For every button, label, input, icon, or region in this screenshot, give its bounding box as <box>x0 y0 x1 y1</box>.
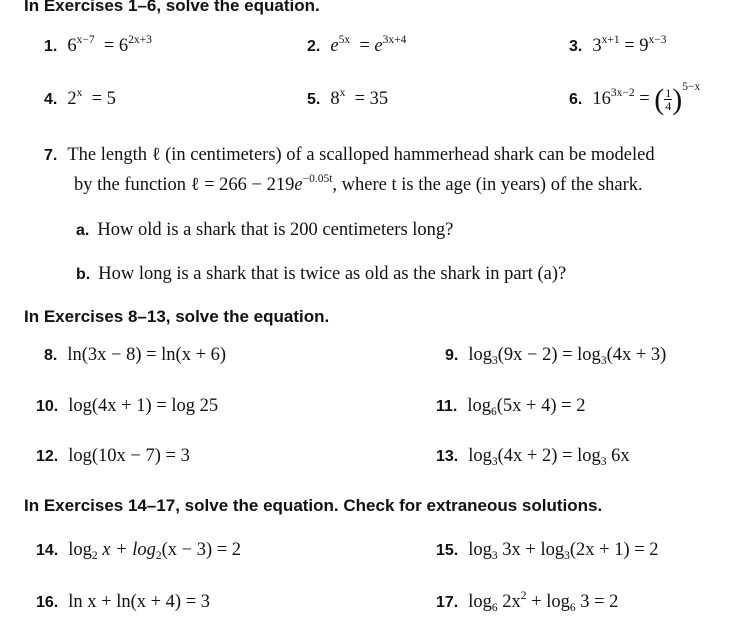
exponent: 3x+4 <box>382 34 407 46</box>
exercise-16 <box>36 590 210 615</box>
exercise-7-line-1 <box>44 143 655 168</box>
log-base: 3 <box>600 456 607 468</box>
exercise-5 <box>307 87 388 112</box>
equation: 3 = 2 <box>575 592 619 612</box>
exercise-14 <box>36 538 241 563</box>
exercise-3 <box>569 34 667 59</box>
part-letter: b. <box>76 266 91 283</box>
equation: 6x <box>606 446 630 466</box>
exercise-number: 2. <box>307 38 321 55</box>
operator: = <box>639 89 650 109</box>
denominator: 4 <box>665 99 672 114</box>
equation: + log <box>526 592 570 612</box>
equation: 2x <box>497 592 521 612</box>
log-base: 3 <box>600 355 607 367</box>
log: log <box>468 540 492 560</box>
exercise-number: 15. <box>436 542 459 559</box>
exercise-10 <box>36 394 218 419</box>
equation: x + log <box>97 540 156 560</box>
equation: (9x − 2) = log <box>497 345 601 365</box>
base: e <box>374 36 383 56</box>
base: 16 <box>592 89 611 109</box>
log-base: 6 <box>491 406 497 418</box>
equation: ln(3x − 8) = ln(x + 6) <box>67 345 227 365</box>
equation: (5x + 4) = 2 <box>496 396 586 416</box>
log: log <box>468 446 492 466</box>
log-base: 2 <box>155 550 162 562</box>
exercise-number: 17. <box>436 594 459 611</box>
section-heading-8-13: In Exercises 8–13, solve the equation. <box>24 307 330 326</box>
section-heading-14-17: In Exercises 14–17, solve the equation. Check for extraneous solutions. <box>24 496 603 515</box>
exercise-11 <box>436 394 585 419</box>
exercise-number: 12. <box>36 448 59 465</box>
left-paren: ( <box>654 82 665 116</box>
exercise-7b <box>76 262 566 287</box>
rhs: = 5 <box>91 89 116 109</box>
exercise-number: 16. <box>36 594 59 611</box>
base: 6 <box>118 36 129 56</box>
section-heading-1-6: In Exercises 1–6, solve the equation. <box>24 0 320 15</box>
operator: = <box>103 36 115 56</box>
rhs: = 35 <box>354 89 389 109</box>
exercise-number: 14. <box>36 542 59 559</box>
exponent: x−3 <box>648 34 667 46</box>
base: 6 <box>67 36 77 56</box>
base: e <box>330 36 339 56</box>
exercise-12 <box>36 444 190 469</box>
exponent: 3x−2 <box>610 87 635 99</box>
exponent: 5−x <box>682 81 701 93</box>
problem-text: , where t is the age (in years) of the shark. <box>332 175 643 195</box>
base: 8 <box>330 89 340 109</box>
exercise-number: 3. <box>569 38 583 55</box>
equation: log(4x + 1) = log 25 <box>68 396 219 416</box>
exercise-8 <box>44 343 226 368</box>
log-base: 6 <box>491 602 498 614</box>
log: log <box>68 540 92 560</box>
log: log <box>468 592 492 612</box>
log: log <box>468 345 492 365</box>
exercise-number: 9. <box>445 347 459 364</box>
exercise-number: 11. <box>436 398 458 415</box>
numerator: 1 <box>665 86 672 101</box>
exercise-15 <box>436 538 659 563</box>
exercise-9 <box>445 343 666 368</box>
exercise-17 <box>436 590 618 615</box>
equation: 3x + log <box>497 540 565 560</box>
exercise-number: 6. <box>569 91 583 108</box>
log-base: 2 <box>91 550 98 562</box>
equation: ln x + ln(x + 4) = 3 <box>68 592 211 612</box>
exercise-6 <box>569 81 701 116</box>
equation: (x − 3) = 2 <box>161 540 242 560</box>
exponent: x <box>76 87 83 99</box>
part-letter: a. <box>76 222 90 239</box>
log-base: 3 <box>564 550 570 562</box>
base: 9 <box>639 36 649 56</box>
equation: (4x + 2) = log <box>497 446 601 466</box>
right-paren: ) <box>672 82 683 116</box>
equation: (2x + 1) = 2 <box>569 540 659 560</box>
part-text: How long is a shark that is twice as old as the shark in part (a)? <box>98 264 567 284</box>
exponent: −0.05t <box>302 173 333 185</box>
operator: = <box>359 36 370 56</box>
exercise-1 <box>44 34 152 59</box>
exponent: x−7 <box>76 34 95 46</box>
exponent: 5x <box>338 34 351 46</box>
problem-text: The length ℓ (in centimeters) of a scalloped hammerhead shark can be modeled <box>67 145 655 165</box>
log: log <box>467 396 491 416</box>
exercise-number: 7. <box>44 147 58 164</box>
exercise-13 <box>436 444 630 469</box>
exercise-7a <box>76 218 453 243</box>
base: e <box>294 175 303 195</box>
log-base: 3 <box>491 355 498 367</box>
exponent: x+1 <box>601 34 620 46</box>
exercise-7-line-2 <box>74 173 643 197</box>
log-base: 3 <box>491 456 498 468</box>
equation: (4x + 3) <box>606 345 667 365</box>
base: 3 <box>592 36 602 56</box>
exercise-number: 1. <box>44 38 58 55</box>
base: 2 <box>67 89 77 109</box>
operator: = <box>624 36 635 56</box>
equation: log(10x − 7) = 3 <box>68 446 190 466</box>
exercise-number: 8. <box>44 347 58 364</box>
exponent: 2x+3 <box>128 34 152 46</box>
log-base: 6 <box>569 602 576 614</box>
exercise-number: 4. <box>44 91 58 108</box>
exercise-2 <box>307 34 406 59</box>
log-base: 3 <box>491 550 498 562</box>
exercise-number: 10. <box>36 398 59 415</box>
exponent: x <box>339 87 346 99</box>
exercise-number: 13. <box>436 448 459 465</box>
exercise-number: 5. <box>307 91 321 108</box>
exponent: 2 <box>520 590 527 602</box>
part-text: How old is a shark that is 200 centimeters long? <box>97 220 454 240</box>
exercise-4 <box>44 87 116 112</box>
problem-text: by the function ℓ = 266 − 219 <box>74 175 295 195</box>
